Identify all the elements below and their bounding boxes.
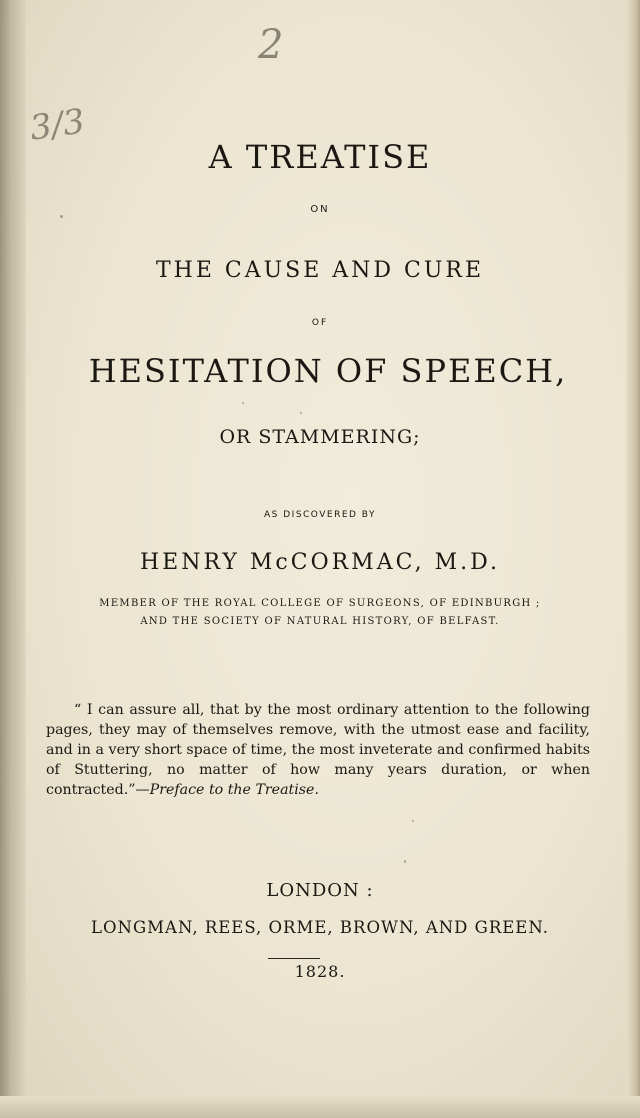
- paper-speck: [300, 412, 302, 414]
- paper-speck: [404, 860, 406, 863]
- title-on: ON: [310, 204, 330, 215]
- author-name: HENRY McCORMAC, M.D.: [140, 550, 500, 575]
- title-treatise: A TREATISE: [208, 138, 432, 176]
- paper-speck: [60, 215, 63, 218]
- epigraph-source: Preface to the Treatise.: [149, 782, 319, 799]
- handwritten-margin-mark: 3/3: [27, 101, 88, 149]
- imprint-year: 1828.: [294, 962, 346, 981]
- title-hesitation-of-speech: HESITATION OF SPEECH,: [88, 352, 568, 390]
- author-affiliation-line-1: MEMBER OF THE ROYAL COLLEGE OF SURGEONS, OF EDINBURGH ;: [99, 598, 541, 609]
- epigraph: [46, 700, 590, 800]
- paper-speck: [412, 820, 414, 822]
- title-stammering: OR STAMMERING;: [219, 426, 421, 448]
- handwritten-number: 2: [258, 22, 284, 68]
- imprint-publisher: LONGMAN, REES, ORME, BROWN, AND GREEN.: [91, 918, 549, 937]
- title-cause-and-cure: THE CAUSE AND CURE: [155, 258, 485, 283]
- imprint-place: LONDON :: [266, 880, 374, 901]
- imprint-rule: [268, 958, 320, 959]
- discovered-by: AS DISCOVERED BY: [264, 510, 376, 520]
- page-bottom-edge: [0, 1096, 640, 1118]
- epigraph-text: “ I can assure all, that by the most ordinary attention to the following pages, they may of themselves remove, with the utmost ease and facility, and in a very short space of time, the most inveterate and confirmed habits of Stuttering, no matter of how many years duration, or when contracted.”—: [46, 702, 590, 799]
- author-affiliation-line-2: AND THE SOCIETY OF NATURAL HISTORY, OF BELFAST.: [140, 616, 500, 627]
- title-of: OF: [311, 318, 329, 328]
- paper-speck: [242, 402, 244, 404]
